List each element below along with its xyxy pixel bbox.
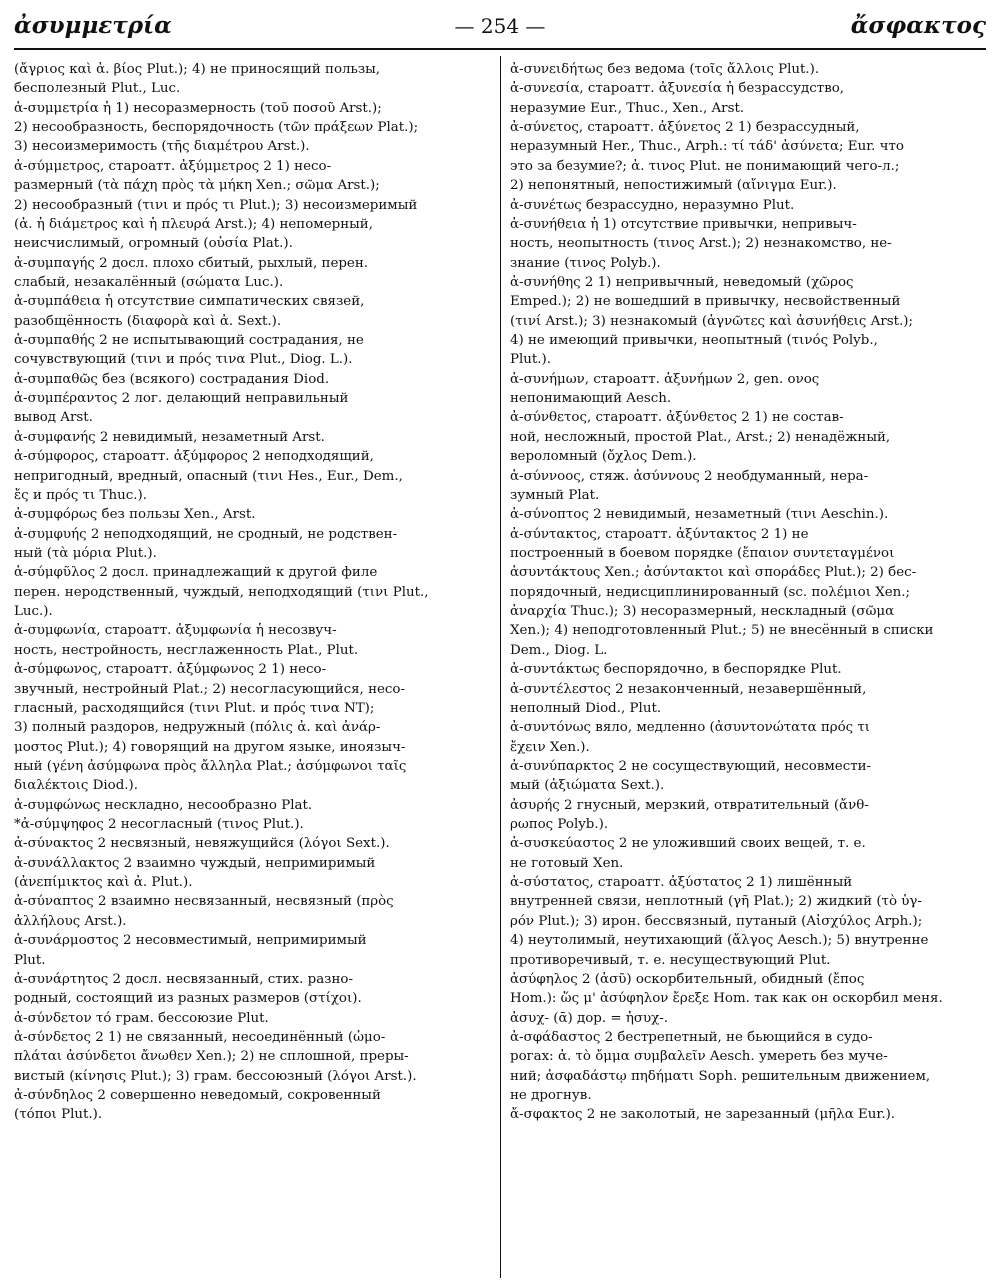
- text-line: Emped.); 2) не вошедший в привычку, несвойственный: [510, 294, 901, 310]
- text-line: ἀ-συνάρτητος 2 досл. несвязанный, стих. разно-: [14, 971, 353, 987]
- text-line: ἀ-σύνδετον τό грам. бессоюзие Plut.: [14, 1010, 269, 1026]
- text-line: разобщённость (διαφορὰ καὶ ἀ. Sext.).: [14, 313, 282, 329]
- text-line: Luc.).: [14, 604, 53, 620]
- text-line: неисчислимый, огромный (οὐσία Plat.).: [14, 236, 293, 252]
- text-line: непригодный, вредный, опасный (τινι Hes., Eur., Dem.,: [14, 468, 403, 484]
- text-line: вывод Arst.: [14, 410, 93, 426]
- text-line: ность, неопытность (τινος Arst.); 2) незнакомство, не-: [510, 236, 892, 252]
- text-line: ἀ-σύνετος, староатт. ἀξύνετος 2 1) безрассудный,: [510, 120, 860, 136]
- text-line: ἀ-σύμφῦλος 2 досл. принадлежащий к другой филе: [14, 565, 378, 581]
- text-line: (τόποι Plut.).: [14, 1107, 103, 1123]
- text-line: ἀ-σύννοος, стяж. ἀσύννους 2 необдуманный, нера-: [510, 468, 869, 484]
- text-line: ἀ-συμφώνως нескладно, несообразно Plat.: [14, 797, 313, 813]
- text-line: ἀ-συνεσία, староатт. ἀξυνεσία ἡ безрассудство,: [510, 81, 845, 97]
- text-line: ἀ-συμφόρως без пользы Xen., Arst.: [14, 507, 256, 523]
- text-line: размерный (τὰ πάχη πρὸς τὰ μήκη Xen.; σῶμα Arst.);: [14, 178, 380, 194]
- header-rule: [14, 48, 986, 50]
- text-line: ной, несложный, простой Plat., Arst.; 2) ненадёжный,: [510, 429, 891, 445]
- text-line: это за безумие?; ἀ. τινος Plut. не понимающий чего-л.;: [510, 158, 900, 174]
- text-line: ἀ-σύνθετος, староатт. ἀξύνθετος 2 1) не состав-: [510, 410, 844, 426]
- text-line: Xen.); 4) неподготовленный Plut.; 5) не внесённый в списки: [510, 623, 934, 639]
- text-line: ἀ-συμπέραντος 2 лог. делающий неправильный: [14, 391, 349, 407]
- text-line: ἀ-συνήθης 2 1) непривычный, неведомый (χῶρος: [510, 274, 854, 290]
- text-line: 2) несообразный (τινι и πρός τι Plut.); 3) несоизмеримый: [14, 197, 418, 213]
- text-line: ἀ-σύντακτος, староатт. ἀξύντακτος 2 1) не: [510, 526, 809, 542]
- text-line: μοστος Plut.); 4) говорящий на другом языке, иноязыч-: [14, 739, 406, 755]
- page-header: [14, 8, 986, 48]
- text-line: ἀ-συνειδήτως без ведома (τοῖς ἄλλοις Plut.).: [510, 62, 820, 77]
- text-line: ἀσυχ- (ᾱ) дор. = ἡσυχ-.: [510, 1010, 669, 1026]
- text-line: (ἄγριος καὶ ἀ. βίος Plut.); 4) не приносящий пользы,: [14, 62, 381, 77]
- text-line: ἔχειν Xen.).: [510, 739, 590, 755]
- text-line: ἀ-συμφωνία, староатт. ἀξυμφωνία ἡ несозвуч-: [14, 623, 337, 639]
- text-line: ἀλλήλους Arst.).: [14, 913, 127, 929]
- text-line: Plut.: [14, 952, 46, 968]
- text-line: ἀ-συντάκτως беспорядочно, в беспорядке Plut.: [510, 662, 842, 678]
- text-line: ἀ-συνύπαρκτος 2 не сосуществующий, несовмести-: [510, 758, 872, 774]
- text-line: гласный, расходящийся (τινι Plut. и πρός τινα NT);: [14, 700, 375, 716]
- text-line: ἀ-συσκεύαστος 2 не уложивший своих вещей, т. е.: [510, 836, 866, 852]
- text-line: ἀ-συμπαθῶς без (всякого) сострадания Diod.: [14, 371, 330, 387]
- text-line: 3) полный раздоров, недружный (πόλις ἀ. καὶ ἀνάρ-: [14, 720, 381, 736]
- text-line: ἀ-σύνδετος 2 1) не связанный, несоединённый (ὠμο-: [14, 1029, 386, 1045]
- text-line: 4) неутолимый, неутихающий (ἄλγος Aesch.); 5) внутренне: [510, 933, 929, 949]
- text-line: вистый (κίνησις Plut.); 3) грам. бессоюзный (λόγοι Arst.).: [14, 1068, 417, 1084]
- text-line: ἀ-συνάλλακτος 2 взаимно чуждый, непримиримый: [14, 855, 376, 871]
- left-running-headword: ἀσυμμετρία: [14, 12, 172, 39]
- text-line: ἀ-σφάδαστος 2 бестрепетный, не бьющийся в судо-: [510, 1029, 873, 1045]
- text-line: ἀ-σύναπτος 2 взаимно несвязанный, несвязный (πρὸς: [14, 894, 394, 910]
- text-line: ἀ-συμφανής 2 невидимый, незаметный Arst.: [14, 429, 325, 445]
- text-line: ἀ-συμπαθής 2 не испытывающий сострадания, не: [14, 333, 364, 349]
- text-line: ἀ-σύνοπτος 2 невидимый, незаметный (τινι Aeschin.).: [510, 507, 889, 523]
- text-line: внутренней связи, неплотный (γῆ Plat.); 2) жидкий (τὸ ὑγ-: [510, 894, 922, 910]
- text-line: ἄ-σφακτος 2 не заколотый, не зарезанный (μῆλα Eur.).: [510, 1107, 896, 1123]
- text-line: ἀ-συμφυής 2 неподходящий, не сродный, не родствен-: [14, 526, 398, 542]
- text-line: ный (τὰ μόρια Plut.).: [14, 545, 157, 561]
- text-line: не дрогнув.: [510, 1088, 592, 1104]
- text-line: ἀσυρής 2 гнусный, мерзкий, отвратительный (ἄνθ-: [510, 797, 869, 813]
- text-line: ἀσύφηλος 2 (ἀσῦ) оскорбительный, обидный (ἔπος: [510, 971, 865, 987]
- text-line: ἀ-σύμφορος, староатт. ἀξύμφορος 2 неподходящий,: [14, 449, 374, 465]
- right-column: [510, 60, 986, 1125]
- text-line: неразумие Eur., Thuc., Xen., Arst.: [510, 100, 745, 116]
- text-line: вероломный (ὄχλος Dem.).: [510, 449, 697, 465]
- text-line: неполный Diod., Plut.: [510, 700, 662, 716]
- text-line: Plut.).: [510, 352, 552, 368]
- text-line: родный, состоящий из разных размеров (στίχοι).: [14, 991, 362, 1007]
- column-divider: [500, 56, 501, 1278]
- text-line: 2) несообразность, беспорядочность (τῶν πράξεων Plat.);: [14, 120, 419, 136]
- text-line: ность, нестройность, несглаженность Plat., Plut.: [14, 642, 359, 658]
- text-line: ἀ-συνήμων, староатт. ἀξυνήμων 2, gen. ονος: [510, 371, 820, 387]
- text-line: 2) непонятный, непостижимый (αἴνιγμα Eur.).: [510, 178, 837, 194]
- text-line: ρωπος Polyb.).: [510, 817, 609, 833]
- left-column: [14, 60, 490, 1125]
- text-line: πλάται ἀσύνδετοι ἄνωθεν Xen.); 2) не сплошной, преры-: [14, 1049, 409, 1065]
- text-line: слабый, незакалённый (σώματα Luc.).: [14, 274, 284, 290]
- text-line: *ἀ-σύμψηφος 2 несогласный (τινος Plut.).: [14, 817, 304, 833]
- text-line: ἀ-σύνακτος 2 несвязный, невяжущийся (λόγοι Sext.).: [14, 836, 390, 852]
- text-line: 3) несоизмеримость (τῆς διαμέτρου Arst.).: [14, 139, 310, 155]
- page-number: — 254 —: [454, 14, 546, 38]
- text-line: рогах: ἀ. τὸ ὄμμα συμβαλεῖν Aesch. умереть без муче-: [510, 1049, 888, 1065]
- text-line: ἀ-σύνδηλος 2 совершенно неведомый, сокровенный: [14, 1088, 381, 1104]
- text-line: ἀ-συντέλεστος 2 незаконченный, незавершённый,: [510, 681, 867, 697]
- text-line: ἀ-συμπάθεια ἡ отсутствие симпатических связей,: [14, 294, 365, 310]
- text-line: звучный, нестройный Plat.; 2) несогласующийся, несо-: [14, 681, 406, 697]
- text-line: Hom.): ὥς μ' ἀσύφηλον ἔρεξε Hom. так как он оскорбил меня.: [510, 991, 943, 1007]
- text-line: сочувствующий (τινι и πρός τινα Plut., Diog. L.).: [14, 352, 353, 368]
- text-line: ἀ-συνάρμοστος 2 несовместимый, непримиримый: [14, 933, 367, 949]
- text-line: ἀ-συμπαγής 2 досл. плохо сбитый, рыхлый, перен.: [14, 255, 369, 271]
- text-line: знание (τινος Polyb.).: [510, 255, 661, 271]
- text-line: мый (ἀξιώματα Sext.).: [510, 778, 665, 794]
- text-line: порядочный, недисциплинированный (sc. πολέμιοι Xen.;: [510, 584, 911, 600]
- text-line: ἀ-σύμμετρος, староатт. ἀξύμμετρος 2 1) несо-: [14, 158, 332, 174]
- right-running-headword: ἄσφακτος: [850, 12, 986, 39]
- text-line: ἀ-συνέτως безрассудно, неразумно Plut.: [510, 197, 795, 213]
- text-line: бесполезный Plut., Luc.: [14, 81, 181, 97]
- text-line: (τινί Arst.); 3) незнакомый (ἀγνῶτες καὶ ἀσυνήθεις Arst.);: [510, 313, 914, 329]
- text-line: ρόν Plut.); 3) ирон. бессвязный, путаный (Αἰσχύλος Arph.);: [510, 913, 923, 929]
- text-line: построенный в боевом порядке (ἔπαιον συντεταγμένοι: [510, 545, 895, 561]
- text-line: ἀ-σύστατος, староатт. ἀξύστατος 2 1) лишённый: [510, 875, 853, 891]
- text-line: неразумный Her., Thuc., Arph.: τί τάδ' ἀσύνετα; Eur. что: [510, 139, 904, 155]
- text-line: ἔς и πρός τι Thuc.).: [14, 487, 147, 503]
- text-line: Dem., Diog. L.: [510, 642, 608, 658]
- text-line: 4) не имеющий привычки, неопытный (τινός Polyb.,: [510, 333, 878, 349]
- text-line: непонимающий Aesch.: [510, 391, 672, 407]
- text-line: не готовый Xen.: [510, 855, 624, 871]
- text-line: ἀ-συμμετρία ἡ 1) несоразмерность (τοῦ ποσοῦ Arst.);: [14, 100, 382, 116]
- text-line: ἀ-συνήθεια ἡ 1) отсутствие привычки, непривыч-: [510, 216, 857, 232]
- text-line: зумный Plat.: [510, 487, 600, 503]
- text-line: διαλέκτοις Diod.).: [14, 778, 139, 794]
- text-line: (ἀνεπίμικτος καὶ ἀ. Plut.).: [14, 875, 193, 891]
- text-line: (ἀ. ἡ διάμετρος καὶ ἡ πλευρά Arst.); 4) непомерный,: [14, 216, 373, 232]
- text-line: ἀ-σύμφωνος, староатт. ἀξύμφωνος 2 1) несо-: [14, 662, 327, 678]
- text-line: ний; ἀσφαδάστῳ πηδήματι Soph. решительным движением,: [510, 1068, 931, 1084]
- text-line: противоречивый, т. е. несуществующий Plut.: [510, 952, 831, 968]
- text-line: перен. неродственный, чуждый, неподходящий (τινι Plut.,: [14, 584, 429, 600]
- text-line: ἀ-συντόνως вяло, медленно (ἀσυντονώτατα πρός τι: [510, 720, 871, 736]
- text-line: ἀναρχία Thuc.); 3) несоразмерный, нескладный (σῶμα: [510, 604, 895, 620]
- text-line: ἀσυντάκτους Xen.; ἀσύντακτοι καὶ σποράδες Plut.); 2) бес-: [510, 565, 917, 581]
- text-line: ный (γένη ἀσύμφωνα πρὸς ἄλληλα Plat.; ἀσύμφωνοι ταῖς: [14, 758, 407, 774]
